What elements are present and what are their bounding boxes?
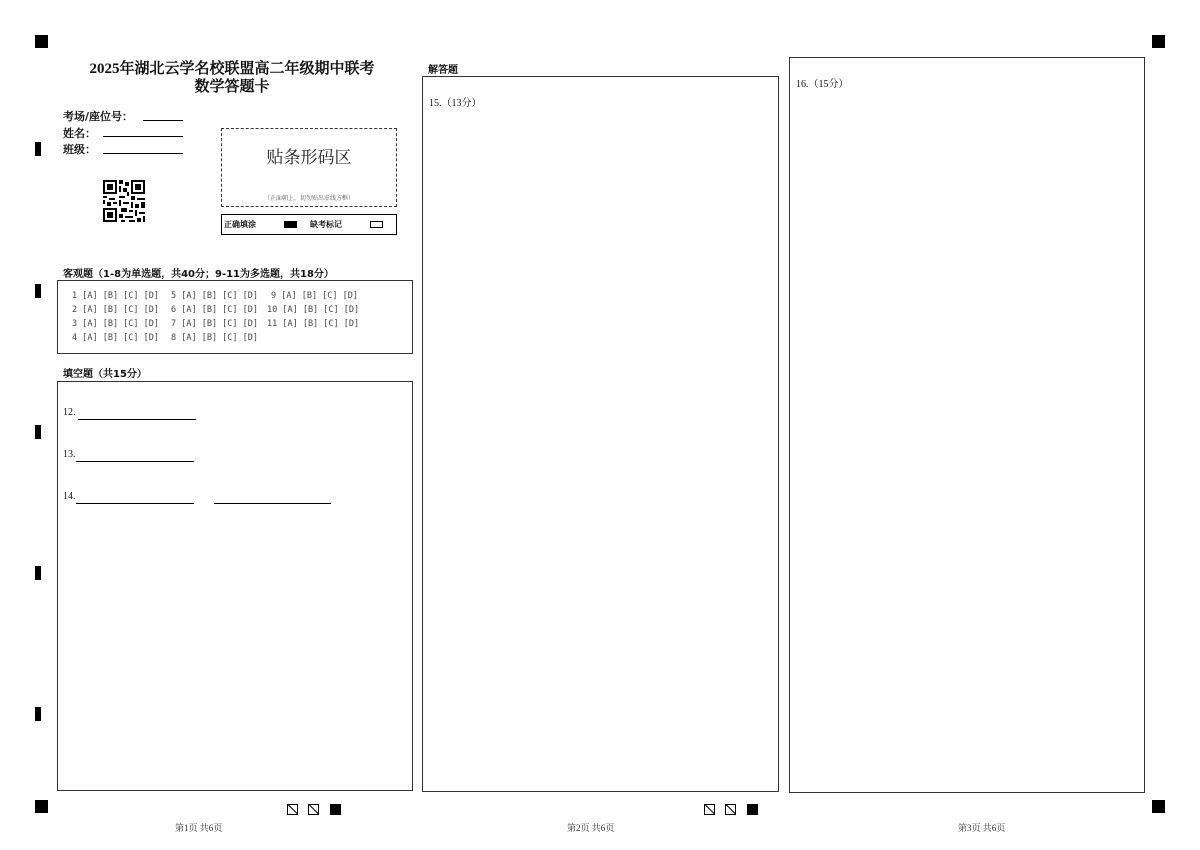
corner-mark-bottom-right (1152, 800, 1165, 813)
footer-page-1: 第1页 共6页 (175, 823, 223, 833)
choice-q2[interactable]: 2 [A] [B] [C] [D] (72, 305, 159, 315)
fill-in-answer-box (57, 381, 413, 791)
filled-square-mark (747, 804, 758, 815)
side-mark (35, 566, 41, 580)
correct-fill-sample (284, 221, 297, 228)
side-mark (35, 425, 41, 439)
corner-mark-top-left (35, 35, 48, 48)
side-mark (35, 284, 41, 298)
q13-answer-line[interactable] (76, 461, 194, 462)
absent-mark-label: 缺考标记 (310, 220, 342, 229)
footer-page-2: 第2页 共6页 (567, 823, 615, 833)
q13-label: 13. (63, 449, 76, 460)
filled-square-mark (330, 804, 341, 815)
page-title (52, 60, 412, 96)
name-field[interactable] (103, 136, 183, 137)
choice-q7[interactable]: 7 [A] [B] [C] [D] (171, 319, 258, 329)
barcode-area (221, 128, 397, 207)
corner-mark-top-right (1152, 35, 1165, 48)
choice-q4[interactable]: 4 [A] [B] [C] [D] (72, 333, 159, 343)
q14-answer-line-1[interactable] (76, 503, 194, 504)
barcode-area-note: （正面朝上，切勿贴出虚线方框） (263, 196, 354, 202)
choice-q3[interactable]: 3 [A] [B] [C] [D] (72, 319, 159, 329)
class-label: 班级： (63, 143, 96, 156)
objective-heading: 客观题（1-8为单选题，共40分；9-11为多选题，共18分） (63, 269, 334, 280)
q16-label: 16.（15分） (796, 79, 849, 90)
exam-seat-label: 考场/座位号： (63, 110, 134, 123)
choice-q11[interactable]: 11 [A] [B] [C] [D] (267, 319, 360, 329)
choice-q9[interactable]: 9 [A] [B] [C] [D] (271, 291, 358, 301)
title-line-1: 2025年湖北云学名校联盟高二年级期中联考 (89, 61, 375, 77)
q14-label: 14. (63, 491, 76, 502)
solutions-heading: 解答题 (428, 65, 458, 76)
side-mark (35, 142, 41, 156)
choice-q6[interactable]: 6 [A] [B] [C] [D] (171, 305, 258, 315)
q14-answer-line-2[interactable] (214, 503, 331, 504)
fill-in-heading: 填空题（共15分） (63, 369, 147, 380)
slashed-square-mark (287, 804, 298, 815)
q12-answer-line[interactable] (78, 419, 196, 420)
choice-q5[interactable]: 5 [A] [B] [C] [D] (171, 291, 258, 301)
class-field[interactable] (103, 153, 183, 154)
q16-answer-box[interactable] (789, 57, 1145, 793)
choice-q8[interactable]: 8 [A] [B] [C] [D] (171, 333, 258, 343)
q15-label: 15.（13分） (429, 98, 482, 109)
fill-legend (221, 214, 397, 235)
qr-code-icon (103, 180, 145, 222)
barcode-area-title: 贴条形码区 (266, 148, 352, 167)
name-label: 姓名： (63, 127, 96, 140)
title-line-2: 数学答题卡 (194, 79, 270, 95)
q12-label: 12. (63, 407, 76, 418)
exam-seat-field[interactable] (143, 120, 183, 121)
slashed-square-mark (704, 804, 715, 815)
objective-answer-box (57, 280, 413, 354)
footer-page-3: 第3页 共6页 (958, 823, 1006, 833)
side-mark (35, 707, 41, 721)
corner-mark-bottom-left (35, 800, 48, 813)
choice-q1[interactable]: 1 [A] [B] [C] [D] (72, 291, 159, 301)
slashed-square-mark (308, 804, 319, 815)
choice-q10[interactable]: 10 [A] [B] [C] [D] (267, 305, 360, 315)
absent-mark-box[interactable] (370, 221, 383, 228)
correct-fill-label: 正确填涂 (224, 220, 256, 229)
slashed-square-mark (725, 804, 736, 815)
q15-answer-box[interactable] (422, 76, 779, 792)
